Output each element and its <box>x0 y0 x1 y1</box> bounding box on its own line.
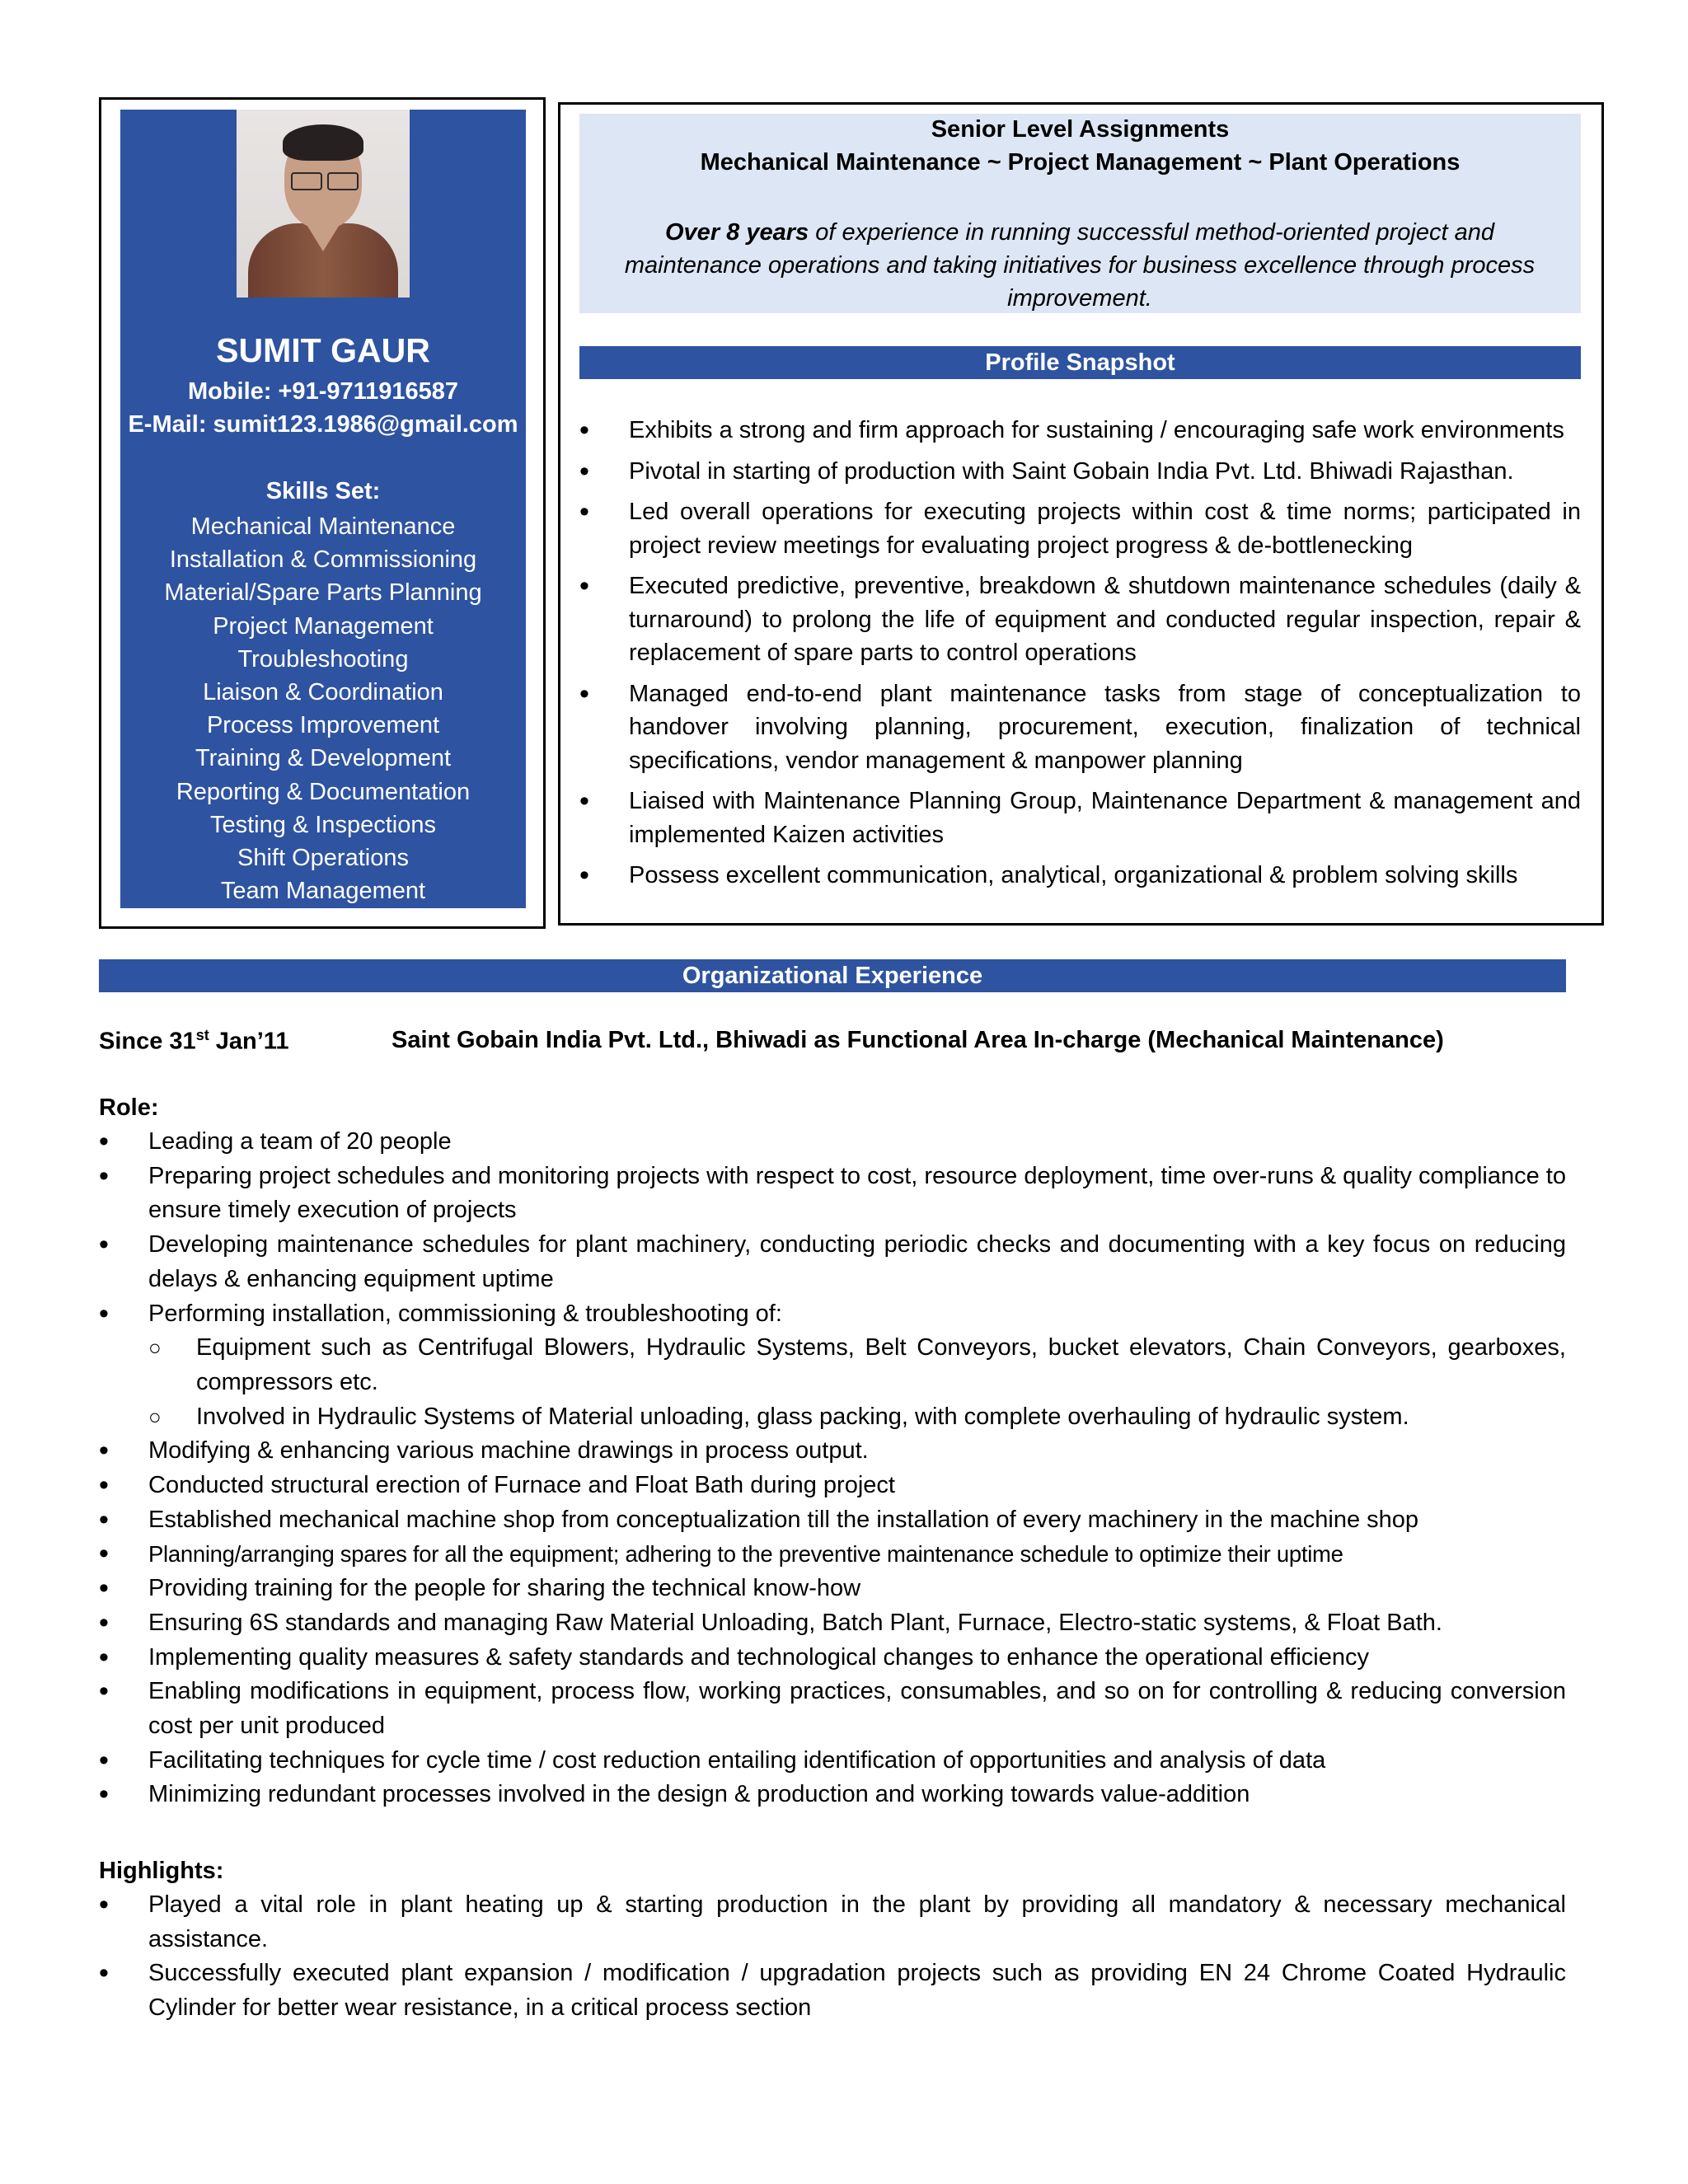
skill-item: Process Improvement <box>206 712 440 739</box>
role-item: • Modifying & enhancing various machine drawings in process output. <box>99 1435 869 1467</box>
role-item: • Planning/arranging spares for all the equipment; adhering to the preventive maintenance schedule to optimize their uptime <box>99 1538 1343 1570</box>
bullet-dot-icon: • <box>99 1469 109 1502</box>
role-item: • Ensuring 6S standards and managing Raw Material Unloading, Batch Plant, Furnace, Electro-static systems, & Float Bath. <box>99 1606 1442 1638</box>
job-start-date: Since 31st Jan’11 <box>99 1027 289 1055</box>
role-item: • Facilitating techniques for cycle time / cost reduction entailing identification of opportunities and analysis of data <box>99 1744 1326 1776</box>
bullet-dot-icon: • <box>99 1538 109 1570</box>
mobile-number: Mobile: +91-9711916587 <box>187 378 459 405</box>
role-list <box>99 1125 1566 1812</box>
role-item: • Providing training for the people for sharing the technical know-how <box>99 1572 861 1605</box>
bullet-dot-icon: • <box>579 415 589 446</box>
role-item: • Established mechanical machine shop from conceptualization till the installation of every machinery in the machine shop <box>99 1503 1419 1535</box>
skill-item: Liaison & Coordination <box>203 678 443 705</box>
snapshot-item: • Executed predictive, preventive, breakdown & shutdown maintenance schedules (daily & turnaround) to prolong the life of equipment and conducted regular inspection, repair & replacement of spare parts to control operations <box>579 570 1581 666</box>
bullet-dot-icon: • <box>99 1229 109 1261</box>
skill-item: Reporting & Documentation <box>176 778 471 805</box>
role-sub-item: ○ Involved in Hydraulic Systems of Material unloading, glass packing, with complete overhauling of hydraulic system. <box>99 1400 1566 1435</box>
role-item: • Developing maintenance schedules for plant machinery, conducting periodic checks and documenting with a key focus on reducing delays & enhancing equipment uptime <box>99 1229 1566 1292</box>
experience-years: Over 8 years <box>665 219 809 246</box>
role-item: • Conducted structural erection of Furnace and Float Bath during project <box>99 1469 895 1502</box>
bullet-dot-icon: • <box>99 1744 109 1776</box>
profile-snapshot-list <box>579 414 1581 900</box>
role-item: • Minimizing redundant processes involved in the design & production and working towards value-addition <box>99 1779 1250 1811</box>
skills-list <box>120 510 526 907</box>
bullet-dot-icon: • <box>99 1160 109 1192</box>
bullet-dot-icon: • <box>99 1675 109 1708</box>
skill-item: Project Management <box>213 612 434 640</box>
highlights-list <box>99 1888 1566 2026</box>
snapshot-item: • Exhibits a strong and firm approach for sustaining / encouraging safe work environments <box>579 415 1564 446</box>
bullet-dot-icon: • <box>99 1606 109 1638</box>
bullet-dot-icon: • <box>579 455 589 487</box>
highlight-item: • Played a vital role in plant heating up & starting production in the plant by providing all mandatory & necessary mechanical assistance. <box>99 1889 1566 1952</box>
bullet-dot-icon: • <box>99 1297 109 1329</box>
bullet-dot-icon: • <box>579 496 589 527</box>
snapshot-item: • Managed end-to-end plant maintenance tasks from stage of conceptualization to handover involving planning, procurement, execution, finalization of technical specifications, vendor management & manpower planning <box>579 677 1581 774</box>
skill-item: Installation & Commissioning <box>169 546 477 574</box>
snapshot-item: • Liaised with Maintenance Planning Group, Maintenance Department & management and implemented Kaizen activities <box>579 785 1581 848</box>
role-item: • Performing installation, commissioning & troubleshooting of: <box>99 1297 782 1329</box>
candidate-name: SUMIT GAUR <box>216 331 430 369</box>
skill-item: Training & Development <box>195 745 452 772</box>
role-sub-item: ○ Equipment such as Centrifugal Blowers, Hydraulic Systems, Belt Conveyors, bucket elevators, Chain Conveyors, gearboxes, compressors etc. <box>99 1331 1566 1399</box>
bullet-dot-icon: • <box>99 1503 109 1535</box>
skill-item: Mechanical Maintenance <box>190 513 456 540</box>
headline-description-text: of experience in running successful method-oriented project and maintenance operations and taking initiatives for business excellence through process improvement. <box>624 219 1536 312</box>
skills-heading: Skills Set: <box>265 478 381 504</box>
highlight-item: • Successfully executed plant expansion / modification / upgradation projects such as providing EN 24 Chrome Coated Hydraulic Cylinder for better wear resistance, in a critical process section <box>99 1957 1566 2022</box>
hollow-circle-icon: ○ <box>148 1404 162 1429</box>
profile-snapshot-heading: Profile Snapshot <box>579 346 1581 379</box>
headline-title: Senior Level Assignments <box>931 116 1230 143</box>
bullet-dot-icon: • <box>99 1641 109 1673</box>
bullet-dot-icon: • <box>579 677 589 710</box>
bullet-dot-icon: • <box>579 570 589 602</box>
role-heading: Role: <box>99 1094 159 1121</box>
skill-item: Material/Spare Parts Planning <box>164 579 482 607</box>
highlights-heading: Highlights: <box>99 1858 224 1884</box>
role-item: • Implementing quality measures & safety standards and technological changes to enhance the operational efficiency <box>99 1641 1369 1673</box>
bullet-dot-icon: • <box>579 860 589 891</box>
role-item: • Preparing project schedules and monitoring projects with respect to cost, resource deployment, time over-runs & quality compliance to ensure timely execution of projects <box>99 1160 1566 1224</box>
snapshot-item: • Possess excellent communication, analytical, organizational & problem solving skills <box>579 860 1518 891</box>
bullet-dot-icon: • <box>99 1572 109 1605</box>
profile-photo <box>237 110 410 298</box>
experience-heading: Organizational Experience <box>99 959 1566 992</box>
headline-description <box>602 216 1558 315</box>
skill-item: Team Management <box>220 878 426 905</box>
snapshot-item: • Led overall operations for executing projects within cost & time norms; participated in project review meetings for evaluating project progress & de-bottlenecking <box>579 496 1581 559</box>
bullet-dot-icon: • <box>99 1889 109 1920</box>
bullet-dot-icon: • <box>99 1435 109 1467</box>
hollow-circle-icon: ○ <box>148 1335 162 1361</box>
skill-item: Shift Operations <box>237 844 409 871</box>
email-address: E-Mail: sumit123.1986@gmail.com <box>128 411 518 438</box>
snapshot-item: • Pivotal in starting of production with Saint Gobain India Pvt. Ltd. Bhiwadi Rajasthan. <box>579 455 1514 487</box>
role-item: • Leading a team of 20 people <box>99 1126 452 1157</box>
bullet-dot-icon: • <box>99 1779 109 1811</box>
headline-specialties: Mechanical Maintenance ~ Project Management ~ Plant Operations <box>700 149 1461 176</box>
skill-item: Testing & Inspections <box>209 811 437 838</box>
role-item: • Enabling modifications in equipment, process flow, working practices, consumables, and so on for controlling & reducing conversion cost per unit produced <box>99 1675 1566 1739</box>
bullet-dot-icon: • <box>99 1957 109 1990</box>
skill-item: Troubleshooting <box>237 645 409 673</box>
job-position: Saint Gobain India Pvt. Ltd., Bhiwadi as Functional Area In-charge (Mechanical Maintenance) <box>392 1027 1444 1053</box>
bullet-dot-icon: • <box>99 1126 109 1157</box>
bullet-dot-icon: • <box>579 785 589 817</box>
